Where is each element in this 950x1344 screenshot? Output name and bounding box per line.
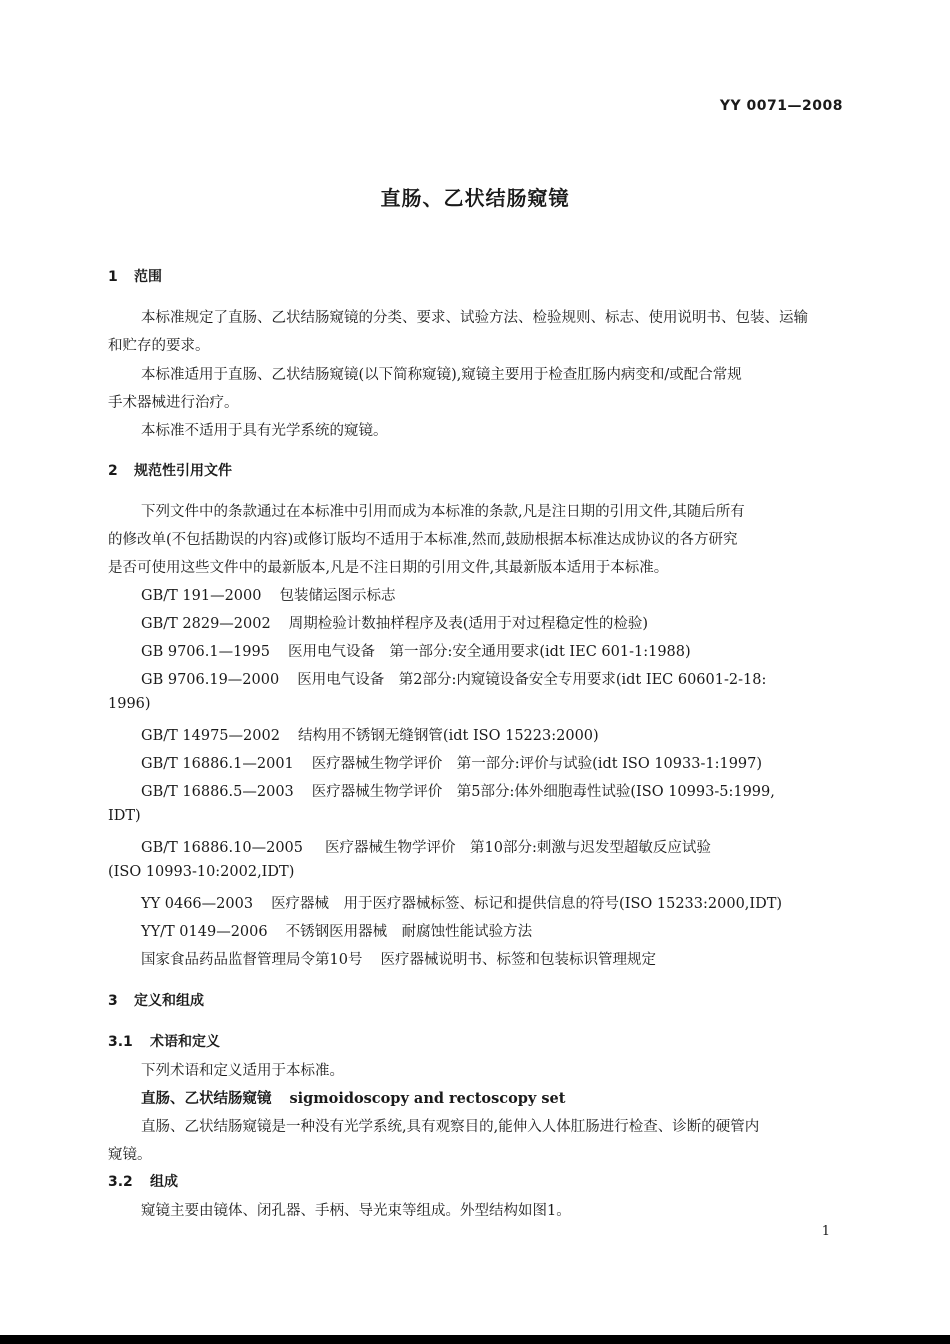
reference-item <box>141 836 711 857</box>
reference-code: GB/T 16886.1—2001 <box>141 756 294 772</box>
reference-code: 国家食品药品监督管理局令第10号 <box>141 952 363 968</box>
paragraph-line: 下列文件中的条款通过在本标准中引用而成为本标准的条款,凡是注日期的引用文件,其随后所有 <box>141 504 745 520</box>
reference-item <box>141 752 762 773</box>
paragraph-line: 本标准不适用于具有光学系统的窥镜。 <box>141 423 388 439</box>
term-chinese: 直肠、乙状结肠窥镜 <box>141 1091 272 1107</box>
section-title: 规范性引用文件 <box>134 463 232 479</box>
paragraph-line: 窥镜主要由镜体、闭孔器、手柄、导光束等组成。外型结构如图1。 <box>141 1203 571 1219</box>
paragraph-line: 直肠、乙状结肠窥镜是一种没有光学系统,具有观察目的,能伸入人体肛肠进行检查、诊断的硬管内 <box>141 1119 760 1135</box>
reference-code: GB 9706.1—1995 <box>141 644 270 660</box>
subsection-3-1-heading <box>108 1031 220 1051</box>
reference-code: GB/T 16886.10—2005 <box>141 840 303 856</box>
reference-item <box>141 640 691 661</box>
section-number: 1 <box>108 269 118 285</box>
paragraph-line: 是否可使用这些文件中的最新版本,凡是不注日期的引用文件,其最新版本适用于本标准。 <box>108 560 669 576</box>
reference-continuation: IDT) <box>108 808 141 824</box>
reference-continuation: (ISO 10993-10:2002,IDT) <box>108 864 295 880</box>
reference-code: YY/T 0149—2006 <box>141 924 268 940</box>
reference-item <box>141 612 648 633</box>
subsection-number: 3.1 <box>108 1034 133 1050</box>
reference-code: GB/T 14975—2002 <box>141 728 280 744</box>
reference-item <box>141 668 766 689</box>
reference-title: 包装储运图示标志 <box>279 588 396 604</box>
subsection-title: 术语和定义 <box>150 1034 220 1050</box>
reference-item <box>141 920 532 941</box>
reference-continuation: 1996) <box>108 696 151 712</box>
reference-title: 不锈钢医用器械 耐腐蚀性能试验方法 <box>285 924 533 940</box>
reference-title: 医疗器械生物学评价 第10部分:刺激与迟发型超敏反应试验 <box>325 840 711 856</box>
reference-code: GB/T 191—2000 <box>141 588 262 604</box>
reference-title: 结构用不锈钢无缝钢管(idt ISO 15223:2000) <box>297 728 599 744</box>
document-number: YY 0071—2008 <box>719 98 843 114</box>
paragraph-line: 窥镜。 <box>108 1147 152 1163</box>
section-number: 2 <box>108 463 118 479</box>
reference-title: 医疗器械生物学评价 第一部分:评价与试验(idt ISO 10933-1:1997) <box>311 756 763 772</box>
section-title: 定义和组成 <box>134 993 204 1009</box>
reference-item <box>141 892 782 913</box>
reference-item <box>141 724 599 745</box>
reference-code: GB/T 16886.5—2003 <box>141 784 294 800</box>
section-title: 范围 <box>134 269 162 285</box>
paragraph-line: 手术器械进行治疗。 <box>108 395 239 411</box>
subsection-title: 组成 <box>150 1174 178 1190</box>
section-3-heading <box>108 990 204 1010</box>
page-number: 1 <box>821 1224 830 1239</box>
reference-title: 医疗器械说明书、标签和包装标识管理规定 <box>380 952 656 968</box>
reference-code: YY 0466—2003 <box>141 896 254 912</box>
paragraph-line: 本标准规定了直肠、乙状结肠窥镜的分类、要求、试验方法、检验规则、标志、使用说明书、包装、运输 <box>141 310 808 326</box>
reference-title: 医疗器械 用于医疗器械标签、标记和提供信息的符号(ISO 15233:2000,IDT) <box>271 896 783 912</box>
reference-title: 医用电气设备 第一部分:安全通用要求(idt IEC 601-1:1988) <box>288 644 691 660</box>
reference-item <box>141 948 656 969</box>
reference-title: 周期检验计数抽样程序及表(适用于对过程稳定性的检验) <box>288 616 649 632</box>
page-title: 直肠、乙状结肠窥镜 <box>380 186 570 210</box>
paragraph-line: 本标准适用于直肠、乙状结肠窥镜(以下简称窥镜),窥镜主要用于检查肛肠内病变和/或配合常规 <box>141 367 742 383</box>
subsection-3-2-heading <box>108 1171 178 1191</box>
term-entry <box>141 1087 565 1108</box>
reference-item <box>141 780 775 801</box>
reference-title: 医疗器械生物学评价 第5部分:体外细胞毒性试验(ISO 10993-5:1999, <box>311 784 775 800</box>
term-english: sigmoidoscopy and rectoscopy set <box>289 1090 566 1107</box>
reference-item <box>141 584 395 605</box>
section-1-heading <box>108 266 162 286</box>
subsection-number: 3.2 <box>108 1174 133 1190</box>
section-2-heading <box>108 460 232 480</box>
reference-code: GB 9706.19—2000 <box>141 672 280 688</box>
paragraph-line: 的修改单(不包括勘误的内容)或修订版均不适用于本标准,然而,鼓励根据本标准达成协议的各方研究 <box>108 532 738 548</box>
bottom-rule <box>0 1335 950 1344</box>
reference-code: GB/T 2829—2002 <box>141 616 271 632</box>
reference-title: 医用电气设备 第2部分:内窥镜设备安全专用要求(idt IEC 60601-2-18: <box>297 672 767 688</box>
section-number: 3 <box>108 993 118 1009</box>
paragraph-line: 和贮存的要求。 <box>108 338 210 354</box>
paragraph-line: 下列术语和定义适用于本标准。 <box>141 1063 344 1079</box>
